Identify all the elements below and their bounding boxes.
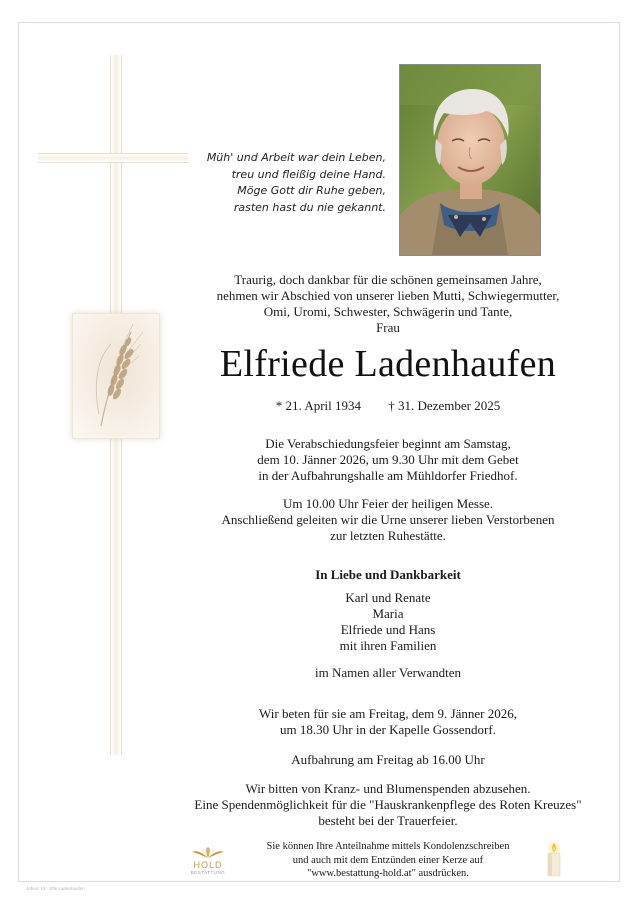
intro-line: Traurig, doch dankbar für die schönen gemeinsamen Jahre, bbox=[234, 272, 542, 287]
condolence-line: "www.bestattung-hold.at" ausdrücken. bbox=[307, 868, 469, 879]
donation-line: Eine Spendenmöglichkeit für die "Hauskrankenpflege des Roten Kreuzes" bbox=[194, 797, 582, 812]
relatives-line: im Namen aller Verwandten bbox=[315, 665, 461, 680]
condolence-text bbox=[190, 840, 586, 881]
life-dates bbox=[190, 398, 586, 414]
logo-subtitle: BESTATTUNG bbox=[190, 870, 226, 875]
prayer-text bbox=[190, 706, 586, 738]
hold-logo bbox=[188, 846, 228, 876]
intro-line: Frau bbox=[376, 320, 400, 335]
ceremony-text bbox=[190, 436, 586, 484]
poem-line: rasten hast du nie gekannt. bbox=[233, 200, 386, 214]
candle-icon bbox=[544, 842, 564, 883]
death-date: † 31. Dezember 2025 bbox=[388, 398, 501, 413]
ceremony-line: dem 10. Jänner 2026, um 9.30 Uhr mit dem Gebet bbox=[257, 452, 519, 467]
mass-line: Um 10.00 Uhr Feier der heiligen Messe. bbox=[282, 496, 494, 511]
viewing-text: Aufbahrung am Freitag ab 16.00 Uhr bbox=[291, 752, 485, 767]
poem-line: treu und fleißig deine Hand. bbox=[231, 167, 386, 181]
footnote: Jobus: 16 · Elfe Ladenhaufen bbox=[26, 886, 85, 891]
donation-text bbox=[190, 781, 586, 829]
mourner-name: mit ihren Familien bbox=[339, 638, 437, 653]
mourners-list bbox=[190, 590, 586, 654]
wheat-ear-image bbox=[72, 313, 160, 439]
ceremony-line: Die Verabschiedungsfeier beginnt am Samstag, bbox=[265, 436, 511, 451]
logo-name: HOLD bbox=[193, 860, 223, 870]
portrait-photo bbox=[399, 64, 541, 256]
mass-line: zur letzten Ruhestätte. bbox=[330, 528, 446, 543]
mass-text bbox=[190, 496, 586, 544]
ceremony-line: in der Aufbahrungshalle am Mühldorfer Friedhof. bbox=[258, 468, 518, 483]
poem bbox=[180, 150, 386, 216]
intro-line: Omi, Uromi, Schwester, Schwägerin und Tante, bbox=[263, 304, 513, 319]
intro-text bbox=[190, 272, 586, 336]
mourners-heading: In Liebe und Dankbarkeit bbox=[315, 567, 461, 582]
prayer-line: um 18.30 Uhr in der Kapelle Gossendorf. bbox=[280, 722, 496, 737]
poem-line: Möge Gott dir Ruhe geben, bbox=[237, 184, 386, 197]
prayer-line: Wir beten für sie am Freitag, dem 9. Jänner 2026, bbox=[259, 706, 517, 721]
wing-icon bbox=[188, 846, 228, 860]
donation-line: besteht bei der Trauerfeier. bbox=[318, 813, 458, 828]
poem-line: Müh' und Arbeit war dein Leben, bbox=[206, 151, 386, 164]
mass-line: Anschließend geleiten wir die Urne unserer lieben Verstorbenen bbox=[221, 512, 555, 527]
donation-line: Wir bitten von Kranz- und Blumenspenden abzusehen. bbox=[245, 781, 531, 796]
cross-horizontal-beam bbox=[38, 153, 188, 163]
condolence-line: Sie können Ihre Anteilnahme mittels Kondolenzschreiben bbox=[266, 841, 510, 852]
mourner-name: Maria bbox=[372, 606, 404, 621]
condolence-line: und auch mit dem Entzünden einer Kerze auf bbox=[292, 854, 484, 866]
mourner-name: Elfriede und Hans bbox=[340, 622, 436, 637]
deceased-name: Elfriede Ladenhaufen bbox=[219, 343, 557, 385]
intro-line: nehmen wir Abschied von unserer lieben Mutti, Schwiegermutter, bbox=[216, 288, 560, 303]
mourner-name: Karl und Renate bbox=[345, 590, 431, 605]
birth-date: * 21. April 1934 bbox=[275, 398, 362, 413]
